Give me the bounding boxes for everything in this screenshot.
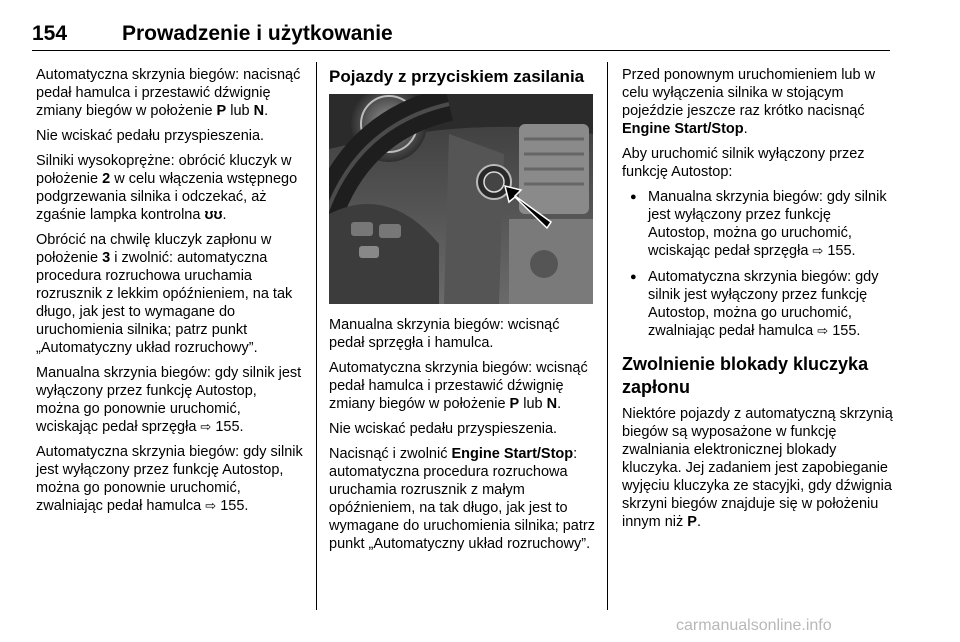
page-header xyxy=(32,22,890,52)
page-ref-arrow-icon: ⇨ xyxy=(200,419,212,434)
page-reference-link[interactable]: 155. xyxy=(215,419,244,435)
column-divider-2 xyxy=(607,62,608,610)
section-heading-power-button: Pojazdy z przyciskiem zasilania xyxy=(329,67,585,86)
paragraph-turn-key: Obrócić na chwilę kluczyk zapłonu w położenie 3 i zwolnić: automatyczna procedura rozruchowa uruchamia rozrusznik z lekkim opóźnieniem, na tak długo, jak jest to wymagane do uruchomienia silnika; patrz punkt „Automatyczny układ rozruchowy”. xyxy=(36,232,293,356)
autostop-bullet-list xyxy=(622,188,894,340)
column-2 xyxy=(329,66,597,560)
paragraph-no-accelerator-2: Nie wciskać pedału przyspieszenia. xyxy=(329,421,558,437)
page-reference-link[interactable]: 155. xyxy=(827,243,856,259)
steering-wheel-photo xyxy=(329,94,593,304)
watermark: carmanualsonline.info xyxy=(676,617,832,634)
page-ref-arrow-icon: ⇨ xyxy=(205,498,217,513)
page-ref-arrow-icon: ⇨ xyxy=(817,323,829,338)
paragraph-diesel: Silniki wysokoprężne: obrócić kluczyk w położenie 2 w celu włączenia wstępnego podgrzewania silnika i odczekać, aż zgaśnie lampka kontrolna ʊʊ. xyxy=(36,153,298,223)
column-1 xyxy=(36,66,304,522)
page-number: 154 xyxy=(32,22,68,45)
paragraph-manual-clutch: Manualna skrzynia biegów: wcisnąć pedał sprzęgła i hamulca. xyxy=(329,317,560,351)
section-heading-key-release: Zwolnienie blokady kluczyka zapłonu xyxy=(622,354,869,397)
page-title: Prowadzenie i użytkowanie xyxy=(122,22,393,45)
paragraph-key-lock: Niektóre pojazdy z automatyczną skrzynią biegów są wyposażone w funkcję zwalniania elektronicznej blokady kluczyka. Jej zadaniem jest zapobieganie wyjęciu kluczyka ze stacyjki, gdy dźwignia skrzyni biegów znajduje się w położeniu innym niż P. xyxy=(622,406,893,530)
paragraph-restart-engine: Przed ponownym uruchomieniem lub w celu wyłączenia silnika w stojącym pojeździe jeszcze raz krótko nacisnąć Engine Start/Stop. xyxy=(622,67,876,137)
paragraph-automatic-gearbox-2: Automatyczna skrzynia biegów: wcisnąć pedał hamulca i przestawić dźwignię zmiany biegów w położenie P lub N. xyxy=(329,360,588,412)
header-rule xyxy=(32,50,890,51)
page-reference-link[interactable]: 155. xyxy=(220,498,249,514)
list-item: ● Manualna skrzynia biegów: gdy silnik jest wyłączony przez funkcję Autostop, można go uruchomić, wciskając pedał sprzęgła ⇨ 155. xyxy=(648,188,894,260)
paragraph-automatic-autostop: Automatyczna skrzynia biegów: gdy silnik jest wyłączony przez funkcję Autostop, można go ponownie uruchomić, zwalniając pedał hamulca ⇨ 155. xyxy=(36,444,303,514)
start-stop-button-illustration xyxy=(329,94,593,304)
paragraph-automatic-gearbox: Automatyczna skrzynia biegów: nacisnąć pedał hamulca i przestawić dźwignię zmiany biegów w położenie P lub N. xyxy=(36,67,301,119)
paragraph-press-start-stop: Nacisnąć i zwolnić Engine Start/Stop: automatyczna procedura rozruchowa uruchamia rozrusznik z małym opóźnieniem, na tak długo, jak jest to wymagane do uruchomienia silnika; patrz punkt „Automatyczny układ rozruchowy”. xyxy=(329,446,595,552)
paragraph-manual-autostop: Manualna skrzynia biegów: gdy silnik jest wyłączony przez funkcję Autostop, można go ponownie uruchomić, wciskając pedał sprzęgła ⇨ 155. xyxy=(36,365,302,435)
column-3 xyxy=(622,66,894,538)
column-divider-1 xyxy=(316,62,317,610)
page-reference-link[interactable]: 155. xyxy=(832,323,861,339)
page-ref-arrow-icon: ⇨ xyxy=(812,243,824,258)
list-item: ● Automatyczna skrzynia biegów: gdy silnik jest wyłączony przez funkcję Autostop, można go uruchomić, zwalniając pedał hamulca ⇨ 155. xyxy=(648,268,894,340)
preheat-indicator-icon: ʊʊ xyxy=(204,207,223,223)
paragraph-no-accelerator: Nie wciskać pedału przyspieszenia. xyxy=(36,128,265,144)
paragraph-autostop-intro: Aby uruchomić silnik wyłączony przez funkcję Autostop: xyxy=(622,146,865,180)
